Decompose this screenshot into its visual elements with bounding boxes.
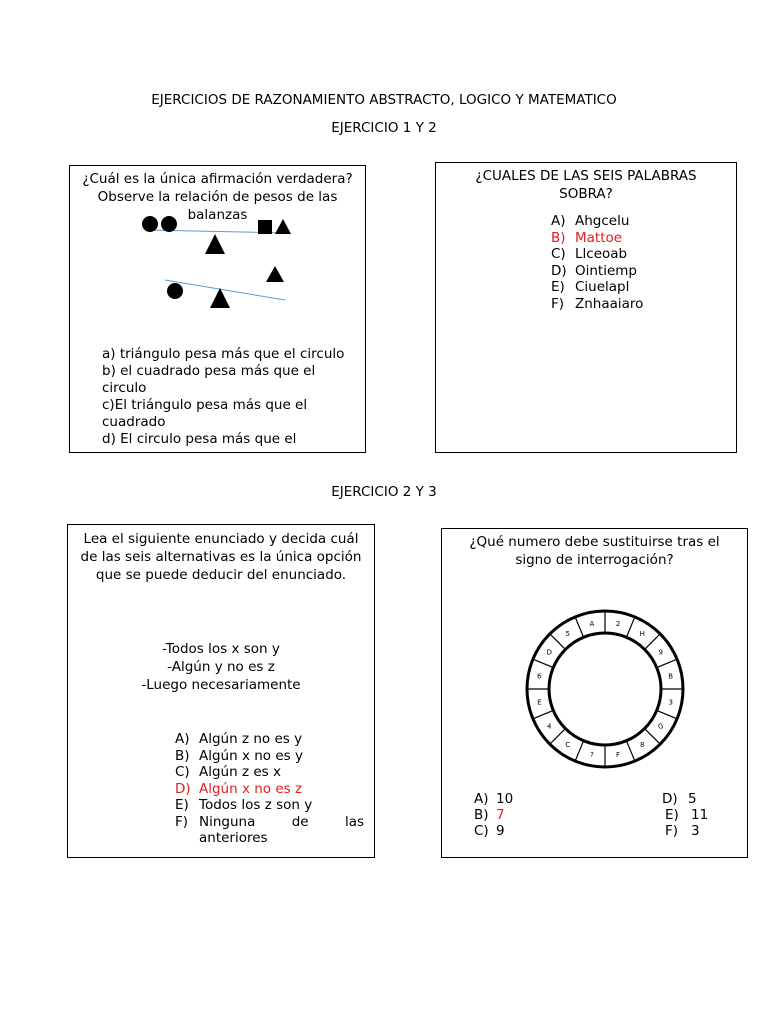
option-letter: A) <box>474 791 489 807</box>
wheel-options-left <box>474 791 513 839</box>
wheel-divider <box>533 710 553 718</box>
option-item <box>551 296 643 313</box>
exercise-box-logic <box>67 524 375 858</box>
wheel-segment-label: D <box>546 648 552 657</box>
option-text: 5 <box>688 791 697 807</box>
wheel-inner-ring <box>546 633 664 745</box>
option-letter: F) <box>551 295 565 312</box>
question-text: Lea el siguiente enunciado y decida cuál de las seis alternativas es la única opción que se puede deducir del enunciado. <box>80 531 362 583</box>
wheel-segment-label: H <box>639 629 645 638</box>
option-item-highlighted <box>175 781 364 798</box>
option-letter: D) <box>551 262 567 279</box>
wheel-segment-label: 6 <box>537 672 542 681</box>
option-text: Llceoab <box>575 246 628 262</box>
option-letter: F) <box>665 823 679 839</box>
option-item <box>474 807 513 823</box>
option-text: Mattoe <box>575 229 623 246</box>
wheel-options-right <box>662 791 708 839</box>
answer-d: d) El circulo pesa más que el <box>102 431 297 447</box>
wheel-segment-label: E <box>537 698 542 707</box>
wheel-divider <box>575 617 583 637</box>
option-item <box>175 797 364 814</box>
answer-list <box>102 346 355 448</box>
option-text: 10 <box>496 791 514 807</box>
option-text: Todos los z son y <box>199 797 313 813</box>
option-item <box>662 823 708 839</box>
wheel-segment-label: 4 <box>547 722 552 731</box>
option-item-highlighted <box>551 230 643 247</box>
option-letter: C) <box>474 823 489 839</box>
exercise-box-words <box>435 162 737 453</box>
wheel-divider <box>550 729 566 745</box>
option-item <box>175 731 364 748</box>
answer-a: a) triángulo pesa más que el circulo <box>102 346 345 362</box>
wheel-segment-label: A <box>589 619 595 628</box>
wheel-segment-label: G <box>657 722 664 731</box>
section-heading-2: EJERCICIO 2 Y 3 <box>331 484 437 500</box>
option-text: 11 <box>691 807 709 823</box>
option-text: Algún x no es y <box>199 747 303 764</box>
statement: -Todos los x son y <box>162 641 280 657</box>
option-text: Algún x no es z <box>199 780 303 797</box>
statement-list <box>76 640 366 694</box>
option-item <box>175 814 364 847</box>
question-text: ¿Qué numero debe sustituirse tras el signo de interrogación? <box>469 534 720 568</box>
option-text: Ciuelapl <box>575 279 630 295</box>
option-letter: E) <box>665 807 679 823</box>
circle-shape <box>167 283 183 299</box>
wheel-segment-label: F <box>616 751 621 760</box>
option-item <box>662 791 708 807</box>
wheel-divider <box>657 659 677 667</box>
wheel-divider <box>626 617 634 637</box>
option-text: 3 <box>691 823 700 839</box>
option-letter: E) <box>175 797 189 813</box>
wheel-divider <box>645 634 661 650</box>
exercise-box-balances <box>69 165 366 453</box>
answer-b: b) el cuadrado pesa más que el circulo <box>102 363 316 396</box>
option-item <box>551 246 643 263</box>
triangle-shape <box>205 234 225 254</box>
statement: -Algún y no es z <box>167 659 275 675</box>
option-text: Ahgcelu <box>575 213 630 229</box>
question-text: ¿Cuál es la única afirmación verdadera? Observe la relación de pesos de las balanzas <box>82 171 353 223</box>
wheel-divider <box>645 729 661 745</box>
option-text: Algún z no es y <box>199 731 303 747</box>
option-letter: B) <box>175 747 190 764</box>
wheel-divider <box>657 710 677 718</box>
wheel-segment-label: 2 <box>615 619 621 628</box>
wheel-divider <box>533 659 553 667</box>
triangle-shape <box>210 288 230 308</box>
option-letter: A) <box>175 731 190 747</box>
option-item <box>175 748 364 765</box>
option-letter: F) <box>175 813 189 830</box>
option-letter: E) <box>551 279 565 295</box>
wheel-segment-label: 9 <box>658 648 663 657</box>
number-wheel <box>525 609 685 769</box>
option-item <box>551 263 643 280</box>
triangle-shape <box>266 266 284 282</box>
option-item <box>551 279 643 296</box>
option-item <box>175 764 364 781</box>
option-letter: A) <box>551 213 566 229</box>
balance-beam-2 <box>165 280 285 300</box>
option-item <box>474 791 513 807</box>
word-options <box>551 213 643 312</box>
option-item <box>474 823 513 839</box>
question-text: ¿CUALES DE LAS SEIS PALABRAS SOBRA? <box>475 168 697 202</box>
option-letter: D) <box>662 791 678 807</box>
page-title: EJERCICIOS DE RAZONAMIENTO ABSTRACTO, LOGICO Y MATEMATICO <box>151 92 617 108</box>
wheel-segment-label: C <box>565 741 571 750</box>
option-text: 7 <box>496 807 505 823</box>
option-item <box>551 213 643 230</box>
option-letter: B) <box>474 807 489 823</box>
option-letter: C) <box>551 246 566 262</box>
wheel-segment-label: ? <box>590 751 594 760</box>
option-text: Algún z es x <box>199 764 281 780</box>
wheel-segment-label: 5 <box>565 629 571 638</box>
option-text: Ointiemp <box>575 262 638 279</box>
wheel-divider <box>550 634 566 650</box>
exercise-box-wheel <box>441 528 748 858</box>
option-letter: C) <box>175 764 190 780</box>
option-text: Ninguna de las anteriores <box>199 813 364 846</box>
option-text: Znhaaiaro <box>575 295 644 312</box>
square-shape <box>258 220 272 234</box>
section-heading-1: EJERCICIO 1 Y 2 <box>331 120 437 136</box>
balance-diagram <box>70 206 366 316</box>
triangle-shape <box>275 219 291 234</box>
answer-c: c)El triángulo pesa más que el cuadrado <box>102 397 308 430</box>
option-item <box>662 807 708 823</box>
option-letter: B) <box>551 229 566 246</box>
logic-options <box>175 731 364 847</box>
circle-shape <box>161 216 177 232</box>
wheel-segment-label: B <box>668 672 674 681</box>
wheel-segment-label: 8 <box>639 741 645 750</box>
wheel-divider <box>626 741 634 761</box>
option-letter: D) <box>175 780 191 797</box>
wheel-segment-label: 3 <box>668 698 673 707</box>
wheel-divider <box>575 741 583 761</box>
circle-shape <box>142 216 158 232</box>
option-text: 9 <box>496 823 505 839</box>
statement: -Luego necesariamente <box>141 677 301 693</box>
